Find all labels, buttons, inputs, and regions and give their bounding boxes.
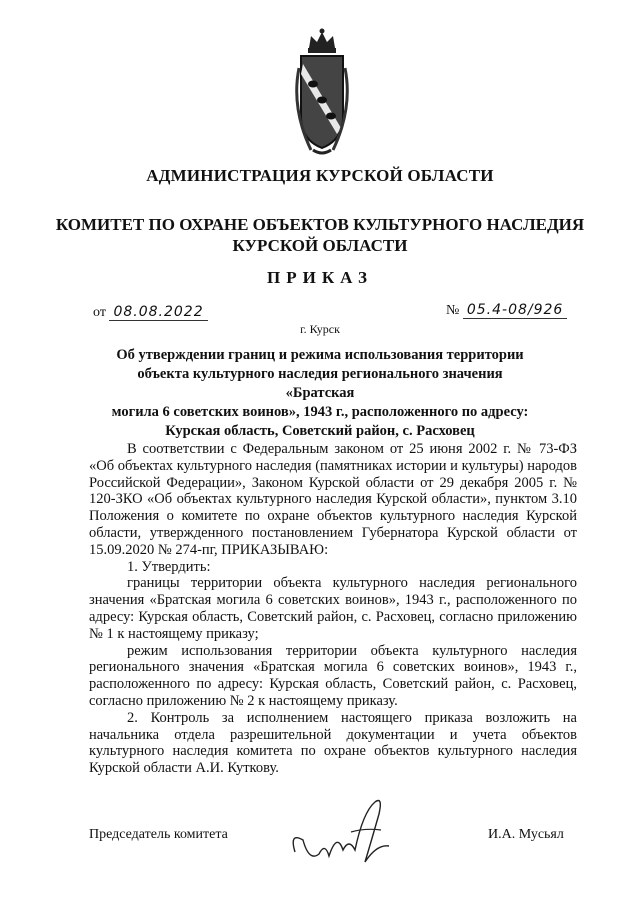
signature-icon [285,792,405,872]
subject-line: могила 6 советских воинов», 1943 г., расположенного по адресу: [111,404,529,420]
subject-line: Об утверждении границ и режима использования территории [116,347,524,363]
order-subject [105,346,535,441]
committee-title-line1: КОМИТЕТ ПО ОХРАНЕ ОБЪЕКТОВ КУЛЬТУРНОГО НАСЛЕДИЯ [55,215,585,234]
number-value: 05.4-08/926 [463,302,567,319]
order-date [93,304,208,321]
order-number [446,302,567,319]
signatory-position: Председатель комитета [89,827,228,842]
coat-of-arms-icon [291,28,353,158]
preamble-paragraph: В соответствии с Федеральным законом от 25 июня 2002 г. № 73-ФЗ «Об объектах культурного наследия (памятниках истории и культуры) народов Российской Федерации», Законом Курской области от 29 декабря 2005 г. № 120-ЗКО «Об объектах культурного наследия Курской области», пунктом 3.10 Положения о комитете по охране объектов культурного наследия Курской области, утвержденного постановлением Губернатора Курской области от 15.09.2020 № 274-пг, ПРИКАЗЫВАЮ: [89,441,577,558]
order-body [89,441,577,777]
subject-line: объекта культурного наследия регионального значения «Братская [137,366,503,401]
administration-title: АДМИНИСТРАЦИЯ КУРСКОЙ ОБЛАСТИ [146,166,494,185]
signatory-name: И.А. Мусьял [488,827,564,842]
subject-line: Курская область, Советский район, с. Расховец [165,423,475,439]
committee-title [0,214,640,256]
number-prefix: № [446,303,460,318]
item-2-control: 2. Контроль за исполнением настоящего приказа возложить на начальника отдела разрешительной документации и учета объектов культурного наследия комитета по охране объектов культурного наследия Курской области А.И. Куткову. [89,709,577,777]
item-1-regime: режим использования территории объекта культурного наследия регионального значения «Братская могила 6 советских воинов», 1943 г., расположенного по адресу: Курская область, Советский район, с. Расховец, согласно приложению № 2 к настоящему приказу. [89,642,577,709]
date-value: 08.08.2022 [109,304,207,321]
document-type: ПРИКАЗ [267,268,373,287]
item-1-boundaries: границы территории объекта культурного наследия регионального значения «Братская могила 6 советских воинов», 1943 г., расположенного по адресу: Курская область, Советский район, с. Расховец, согласно приложению № 1 к настоящему приказу; [89,575,577,642]
date-prefix: от [93,305,106,320]
item-1-heading: 1. Утвердить: [127,558,211,575]
city-label: г. Курск [300,322,340,336]
committee-title-line2: КУРСКОЙ ОБЛАСТИ [232,236,408,255]
